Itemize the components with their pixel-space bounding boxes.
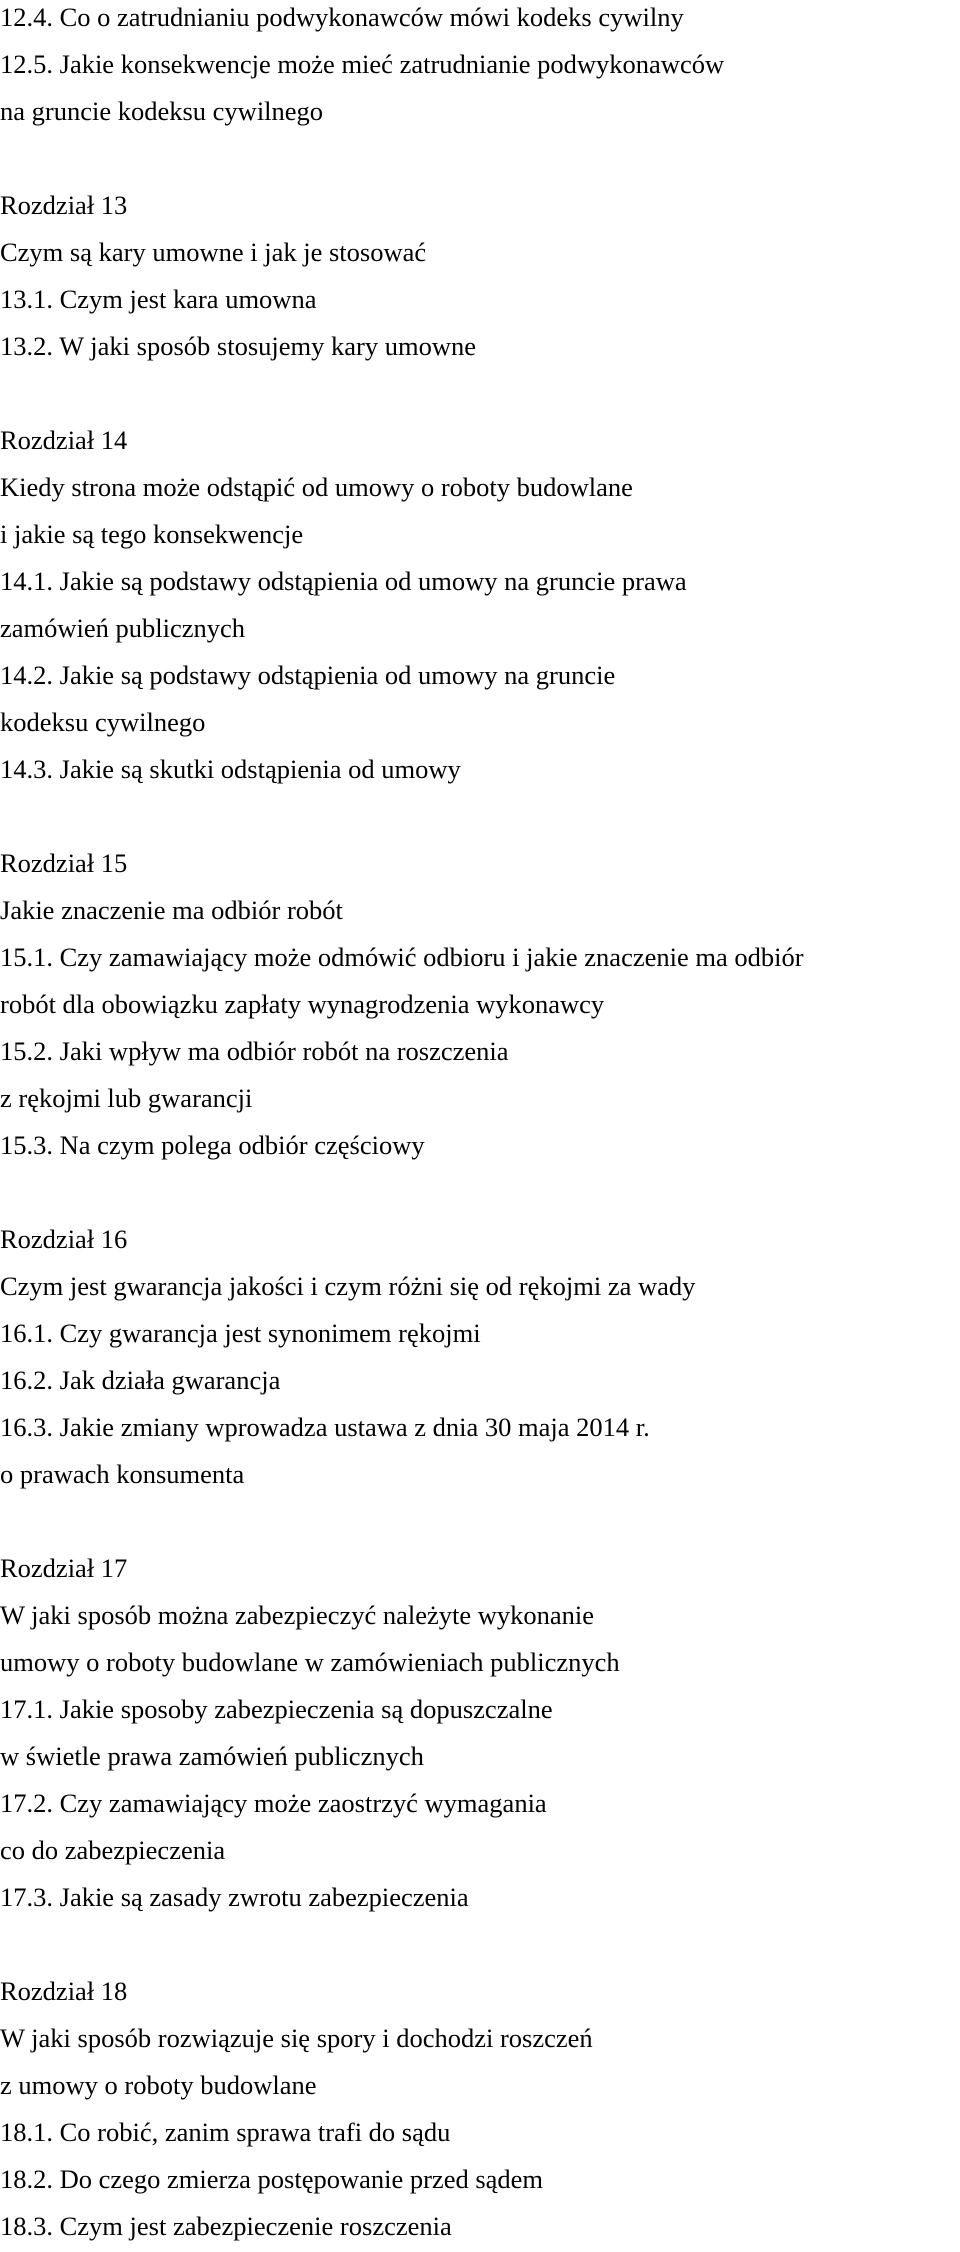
toc-line: 18.2. Do czego zmierza postępowanie przed sądem bbox=[0, 2164, 544, 2194]
toc-line: z rękojmi lub gwarancji bbox=[0, 1083, 253, 1113]
toc-line: 13.2. W jaki sposób stosujemy kary umowne bbox=[0, 331, 476, 361]
chapter-heading: Rozdział 17 bbox=[0, 1553, 128, 1583]
toc-line: 18.1. Co robić, zanim sprawa trafi do sądu bbox=[0, 2117, 451, 2147]
toc-line: 15.2. Jaki wpływ ma odbiór robót na roszczenia bbox=[0, 1036, 509, 1066]
toc-line: 14.3. Jakie są skutki odstąpienia od umowy bbox=[0, 754, 461, 784]
toc-line: na gruncie kodeksu cywilnego bbox=[0, 96, 324, 126]
toc-line: robót dla obowiązku zapłaty wynagrodzenia wykonawcy bbox=[0, 989, 605, 1019]
chapter-title: Jakie znaczenie ma odbiór robót bbox=[0, 895, 343, 925]
toc-line: w świetle prawa zamówień publicznych bbox=[0, 1741, 424, 1771]
toc-line: 18.3. Czym jest zabezpieczenie roszczenia bbox=[0, 2211, 452, 2241]
toc-line: 15.1. Czy zamawiający może odmówić odbioru i jakie znaczenie ma odbiór bbox=[0, 942, 804, 972]
chapter-title: z umowy o roboty budowlane bbox=[0, 2070, 317, 2100]
toc-line: 14.1. Jakie są podstawy odstąpienia od umowy na gruncie prawa bbox=[0, 566, 687, 596]
toc-line: o prawach konsumenta bbox=[0, 1459, 245, 1489]
toc-line: 15.3. Na czym polega odbiór częściowy bbox=[0, 1130, 425, 1160]
toc-line: 12.5. Jakie konsekwencje może mieć zatrudnianie podwykonawców bbox=[0, 49, 725, 79]
toc-line: co do zabezpieczenia bbox=[0, 1835, 226, 1865]
chapter-heading: Rozdział 14 bbox=[0, 425, 128, 455]
chapter-title: W jaki sposób rozwiązuje się spory i dochodzi roszczeń bbox=[0, 2023, 593, 2053]
chapter-heading: Rozdział 16 bbox=[0, 1224, 128, 1254]
toc-line: 17.2. Czy zamawiający może zaostrzyć wymagania bbox=[0, 1788, 547, 1818]
chapter-title: umowy o roboty budowlane w zamówieniach publicznych bbox=[0, 1647, 620, 1677]
toc-line: 17.3. Jakie są zasady zwrotu zabezpieczenia bbox=[0, 1882, 469, 1912]
chapter-title: Czym jest gwarancja jakości i czym różni się od rękojmi za wady bbox=[0, 1271, 696, 1301]
toc-line: 16.2. Jak działa gwarancja bbox=[0, 1365, 281, 1395]
chapter-title: Czym są kary umowne i jak je stosować bbox=[0, 237, 427, 267]
toc-line: kodeksu cywilnego bbox=[0, 707, 206, 737]
toc-line: 13.1. Czym jest kara umowna bbox=[0, 284, 317, 314]
chapter-title: Kiedy strona może odstąpić od umowy o roboty budowlane bbox=[0, 472, 633, 502]
chapter-heading: Rozdział 15 bbox=[0, 848, 128, 878]
chapter-title: i jakie są tego konsekwencje bbox=[0, 519, 304, 549]
toc-line: 12.4. Co o zatrudnianiu podwykonawców mówi kodeks cywilny bbox=[0, 2, 684, 32]
chapter-heading: Rozdział 18 bbox=[0, 1976, 128, 2006]
toc-line: zamówień publicznych bbox=[0, 613, 246, 643]
toc-line: 16.3. Jakie zmiany wprowadza ustawa z dnia 30 maja 2014 r. bbox=[0, 1412, 650, 1442]
chapter-heading: Rozdział 13 bbox=[0, 190, 128, 220]
toc-line: 17.1. Jakie sposoby zabezpieczenia są dopuszczalne bbox=[0, 1694, 553, 1724]
chapter-title: W jaki sposób można zabezpieczyć należyte wykonanie bbox=[0, 1600, 595, 1630]
toc-line: 14.2. Jakie są podstawy odstąpienia od umowy na gruncie bbox=[0, 660, 616, 690]
toc-line: 16.1. Czy gwarancja jest synonimem rękojmi bbox=[0, 1318, 481, 1348]
